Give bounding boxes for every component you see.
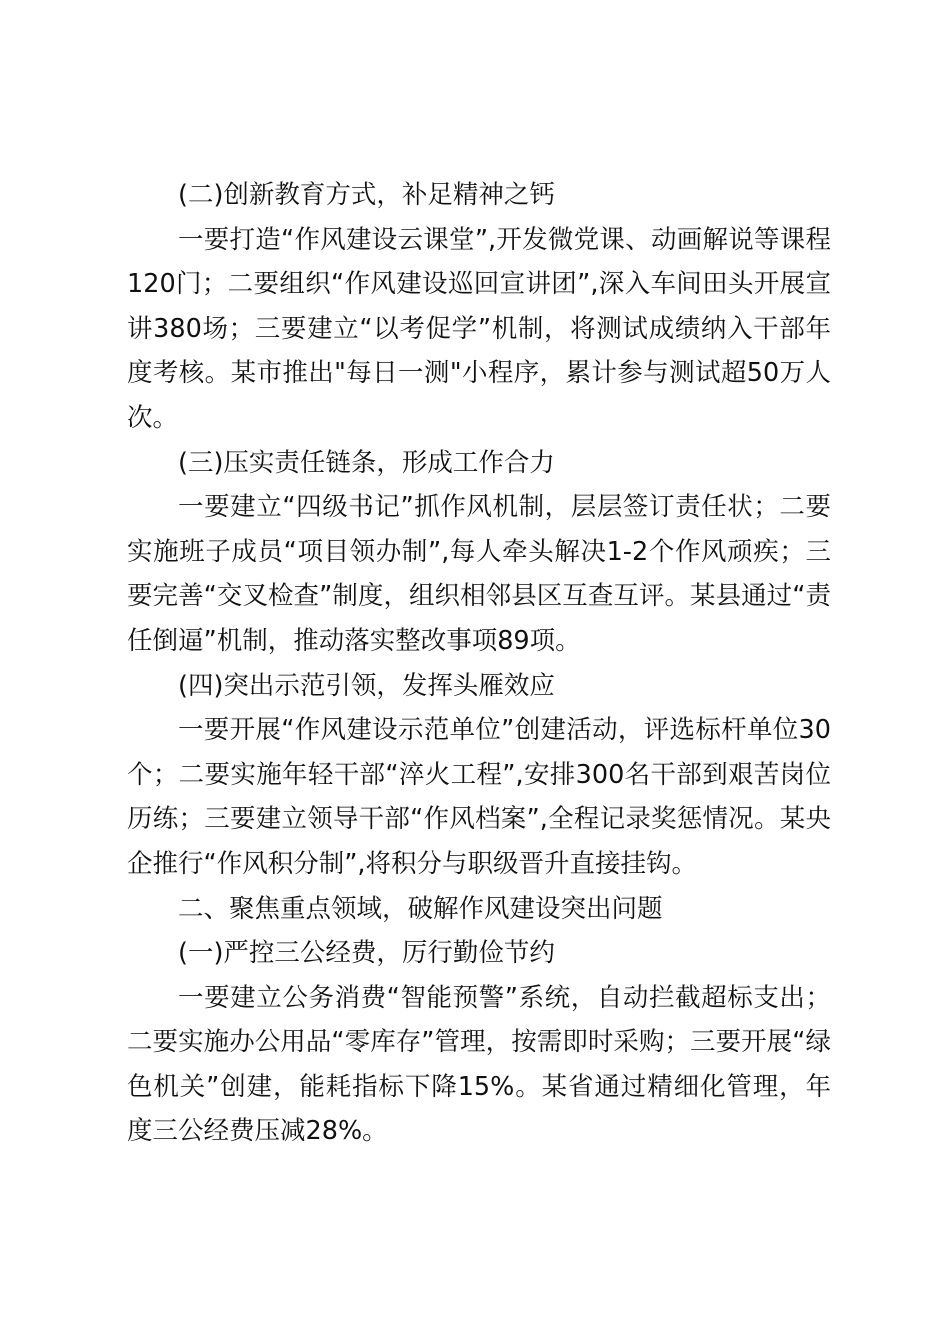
body-paragraph-expenses: 一要建立公务消费“智能预警”系统，自动拦截超标支出；二要实施办公用品“零库存”管理，按需即时采购；三要开展“绿色机关”创建，能耗指标下降15%。某省通过精细化管理，年度三公经费压减28%。: [127, 982, 831, 1147]
body-paragraph-demonstration: 一要开展“作风建设示范单位”创建活动，评选标杆单位30个；二要实施年轻干部“淬火工程”,安排300名干部到艰苦岗位历练；三要建立领导干部“作风档案”,全程记录奖惩情况。某央企推行“作风积分制”,将积分与职级晋升直接挂钩。: [127, 715, 831, 879]
body-paragraph-education: 一要打造“作风建设云课堂”,开发微党课、动画解说等课程120门；二要组织“作风建设巡回宣讲团”,深入车间田头开展宣讲380场；三要建立“以考促学”机制，将测试成绩纳入干部年度考核。某市推出"每日一测"小程序，累计参与测试超50万人次。: [127, 224, 831, 433]
body-paragraph-responsibility: 一要建立“四级书记”抓作风机制，层层签订责任状；二要实施班子成员“项目领办制”,每人牵头解决1-2个作风顽疾；三要完善“交叉检查”制度，组织相邻县区互查互评。某县通过“责任倒逼”机制，推动落实整改事项89项。: [127, 492, 831, 656]
section-heading-three-public-expenses: (一)严控三公经费，厉行勤俭节约: [178, 938, 555, 969]
section-heading-innovate-education: (二)创新教育方式，补足精神之钙: [178, 180, 555, 210]
section-heading-responsibility-chain: (三)压实责任链条，形成工作合力: [178, 447, 555, 478]
chapter-heading-key-areas: 二、聚焦重点领域，破解作风建设突出问题: [178, 893, 663, 924]
document-body: [127, 173, 831, 1154]
section-heading-demonstration-lead: (四)突出示范引领，发挥头雁效应: [178, 670, 555, 701]
